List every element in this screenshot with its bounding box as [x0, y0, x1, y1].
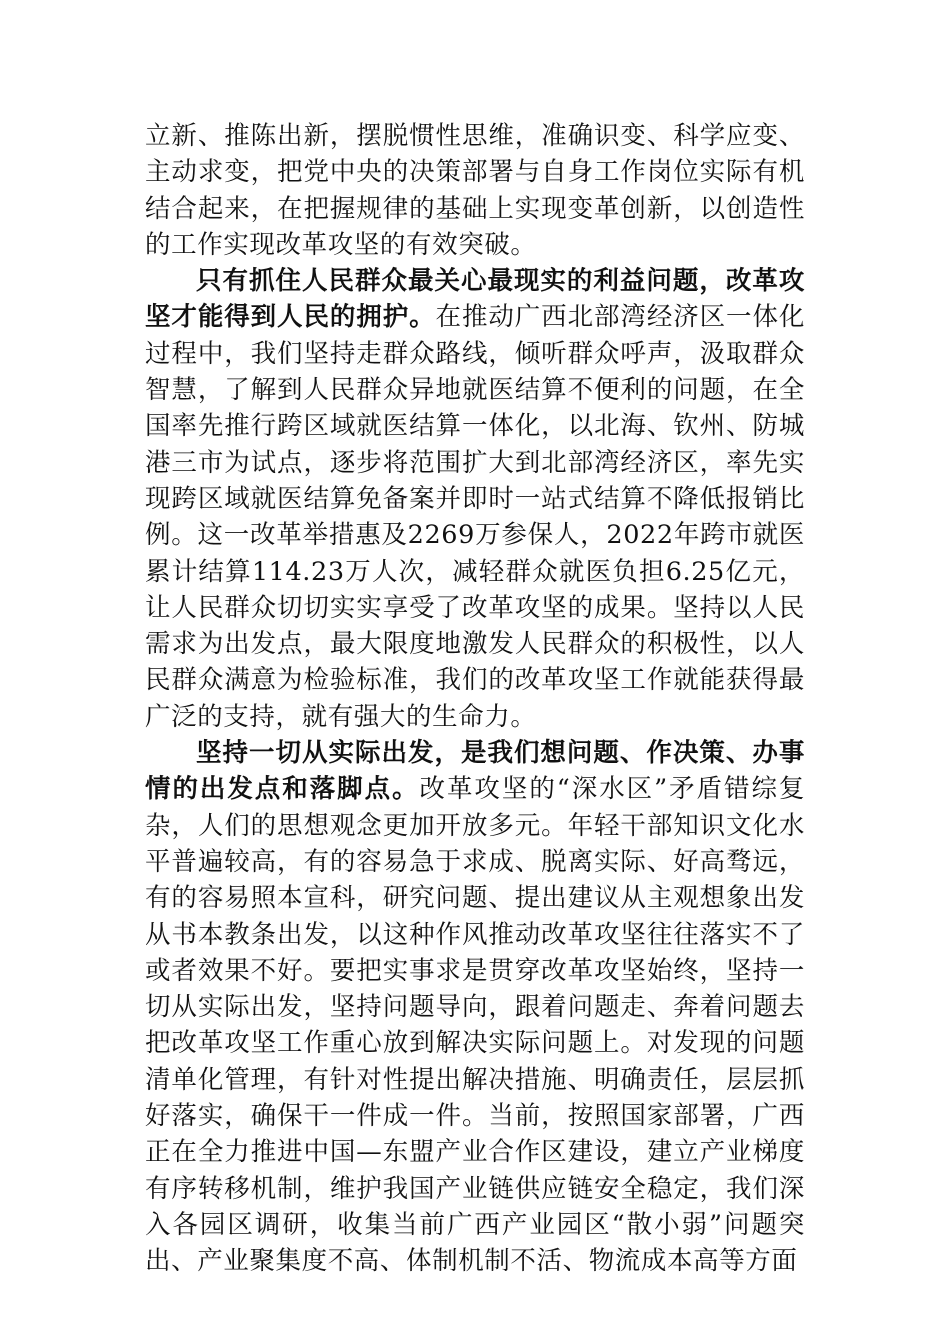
paragraph-people-interest	[145, 263, 805, 735]
paragraph-lead-sentence: 只有抓住人民群众最关心最现实的利益问题，改革攻坚才能得到人民的拥护。	[145, 266, 805, 333]
paragraph-lead-sentence: 坚持一切从实际出发，是我们想问题、作决策、办事情的出发点和落脚点。	[145, 738, 805, 805]
paragraph-text: 改革攻坚的“深水区”矛盾错综复杂，人们的思想观念更加开放多元。年轻干部知识文化水平普遍较高，有的容易急于求成、脱离实际、好高骛远，有的容易照本宣科，研究问题、提出建议从主观想象出发从书本教条出发，以这种作风推动改革攻坚往往落实不了或者效果不好。要把实事求是贯穿改革攻坚始终，坚持一切从实际出发，坚持问题导向，跟着问题走、奔着问题去把改革攻坚工作重心放到解决实际问题上。对发现的问题清单化管理，有针对性提出解决措施、明确责任，层层抓好落实，确保干一件成一件。当前，按照国家部署，广西正在全力推进中国—东盟产业合作区建设，建立产业梯度有序转移机制，维护我国产业链供应链安全稳定，我们深入各园区调研，收集当前广西产业园区“散小弱”问题突出、产业聚集度不高、体制机制不活、物流成本高等方面	[145, 774, 805, 1277]
paragraph-continuation	[145, 118, 805, 263]
paragraph-seek-truth	[145, 735, 805, 1279]
paragraph-text: 立新、推陈出新，摆脱惯性思维，准确识变、科学应变、主动求变，把党中央的决策部署与自身工作岗位实际有机结合起来，在把握规律的基础上实现变革创新，以创造性的工作实现改革攻坚的有效突破。	[145, 121, 805, 260]
document-body	[145, 118, 805, 1280]
paragraph-text: 在推动广西北部湾经济区一体化过程中，我们坚持走群众路线，倾听群众呼声，汲取群众智慧，了解到人民群众异地就医结算不便利的问题，在全国率先推行跨区域就医结算一体化，以北海、钦州、防城港三市为试点，逐步将范围扩大到北部湾经济区，率先实现跨区域就医结算免备案并即时一站式结算不降低报销比例。这一改革举措惠及2269万参保人，2022年跨市就医累计结算114.23万人次，减轻群众就医负担6.25亿元，让人民群众切切实实享受了改革攻坚的成果。坚持以人民需求为出发点，最大限度地激发人民群众的积极性，以人民群众满意为检验标准，我们的改革攻坚工作就能获得最广泛的支持，就有强大的生命力。	[145, 302, 805, 732]
